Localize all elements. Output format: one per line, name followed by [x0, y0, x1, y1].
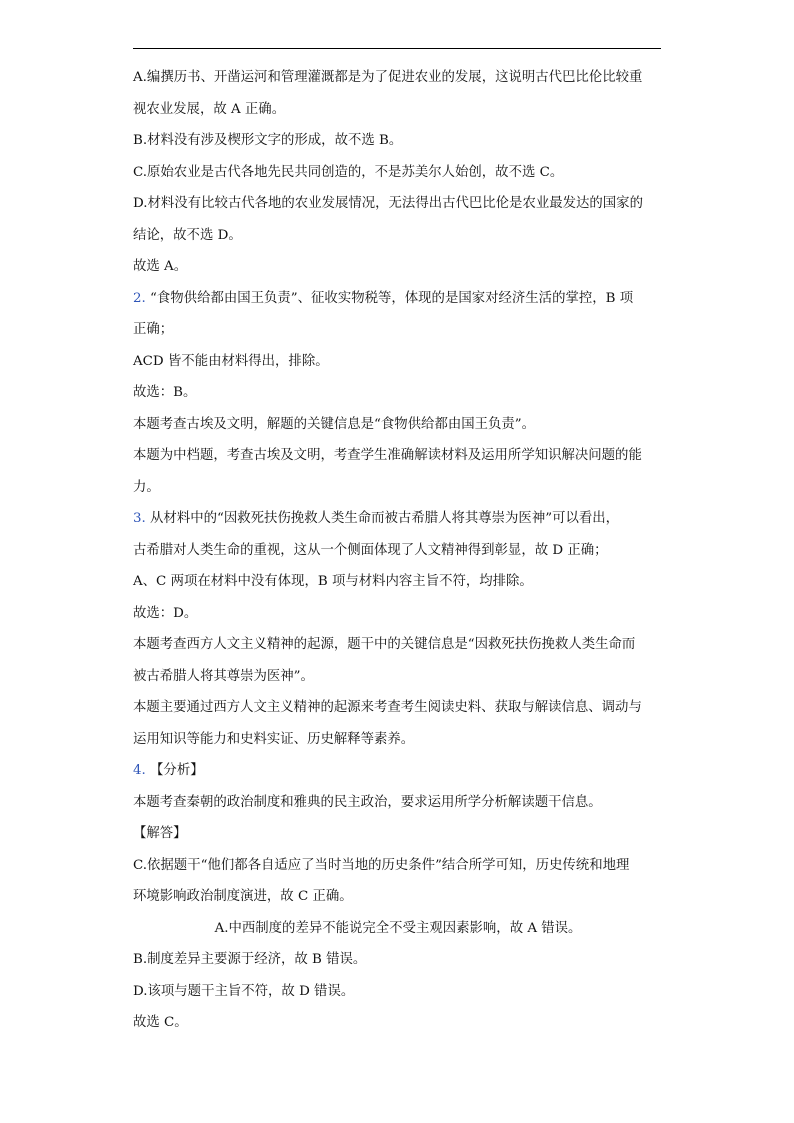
line-text: 本题为中档题，考查古埃及文明，考查学生准确解读材料及运用所学知识解决问题的能 — [133, 448, 642, 463]
text-line — [133, 377, 663, 409]
line-text: 故选 A。 — [133, 259, 188, 274]
text-line — [133, 62, 663, 94]
line-text: 本题主要通过西方人文主义精神的起源来考查考生阅读史料、获取与解读信息、调动与 — [133, 700, 642, 715]
line-text: 运用知识等能力和史料实证、历史解释等素养。 — [133, 731, 415, 747]
question-number: 2. — [133, 290, 146, 306]
text-line — [133, 755, 663, 787]
document-body — [133, 62, 663, 1039]
text-line — [133, 976, 663, 1008]
line-text: D.该项与题干主旨不符，故 D 错误。 — [133, 983, 355, 999]
line-text: 【分析】 — [150, 763, 204, 778]
text-line — [133, 724, 663, 756]
text-line — [133, 314, 663, 346]
text-line — [133, 346, 663, 378]
line-text: 【解答】 — [133, 826, 187, 841]
text-line — [133, 251, 663, 283]
text-line — [133, 535, 663, 567]
text-line — [133, 787, 663, 819]
line-text: 古希腊对人类生命的重视，这从一个侧面体现了人文精神得到彰显，故 D 正确； — [133, 542, 608, 558]
line-text: B.制度差异主要源于经济，故 B 错误。 — [133, 952, 367, 967]
line-text: 故选 C。 — [133, 1015, 188, 1030]
line-text: 本题考查西方人文主义精神的起源，题干中的关键信息是“因救死扶伤挽救人类生命而 — [133, 637, 636, 652]
text-line — [133, 881, 663, 913]
text-line — [133, 629, 663, 661]
line-text: “食物供给都由国王负责”、征收实物税等，体现的是国家对经济生活的掌控，B 项 — [150, 290, 634, 306]
line-text: A.编撰历书、开凿运河和管理灌溉都是为了促进农业的发展，这说明古代巴比伦比较重 — [133, 70, 643, 85]
text-line — [133, 598, 663, 630]
line-text: B.材料没有涉及楔形文字的形成，故不选 B。 — [133, 133, 403, 148]
text-line — [133, 125, 663, 157]
line-text: 故选：D。 — [133, 605, 198, 621]
text-line — [133, 220, 663, 252]
line-text: 本题考查秦朝的政治制度和雅典的民主政治，要求运用所学分析解读题干信息。 — [133, 794, 602, 810]
text-line — [133, 850, 663, 882]
line-text: C.依据题干“他们都各自适应了当时当地的历史条件”结合所学可知，历史传统和地理 — [133, 857, 630, 873]
text-line — [133, 472, 663, 504]
text-line — [133, 692, 663, 724]
line-text: 力。 — [133, 479, 160, 495]
line-text: 结论，故不选 D。 — [133, 227, 242, 243]
line-text: A.中西制度的差异不能说完全不受主观因素影响，故 A 错误。 — [214, 920, 582, 936]
line-text: 故选：B。 — [133, 385, 197, 400]
text-line — [133, 157, 663, 189]
text-line — [133, 913, 663, 945]
line-text: ACD 皆不能由材料得出，排除。 — [133, 353, 329, 369]
text-line — [133, 818, 663, 850]
line-text: 视农业发展，故 A 正确。 — [133, 101, 286, 117]
text-line — [133, 440, 663, 472]
line-text: A、C 两项在材料中没有体现，B 项与材料内容主旨不符，均排除。 — [133, 574, 533, 589]
text-line — [133, 661, 663, 693]
line-text: C.原始农业是古代各地先民共同创造的，不是苏美尔人始创，故不选 C。 — [133, 164, 564, 180]
text-line — [133, 409, 663, 441]
text-line — [133, 566, 663, 598]
text-line — [133, 283, 663, 315]
line-text: D.材料没有比较古代各地的农业发展情况，无法得出古代巴比伦是农业最发达的国家的 — [133, 196, 643, 211]
line-text: 本题考查古埃及文明，解题的关键信息是“食物供给都由国王负责”。 — [133, 416, 536, 432]
text-line — [133, 188, 663, 220]
question-number: 4. — [133, 763, 146, 778]
question-number: 3. — [133, 511, 146, 526]
text-line — [133, 503, 663, 535]
line-text: 被古希腊人将其尊崇为医神”。 — [133, 668, 314, 684]
line-text: 正确； — [133, 322, 174, 337]
text-line — [133, 94, 663, 126]
text-line — [133, 1007, 663, 1039]
line-text: 环境影响政治制度演进，故 C 正确。 — [133, 889, 353, 904]
header-rule — [133, 48, 661, 49]
line-text: 从材料中的“因救死扶伤挽救人类生命而被古希腊人将其尊崇为医神”可以看出， — [150, 511, 620, 526]
text-line — [133, 944, 663, 976]
